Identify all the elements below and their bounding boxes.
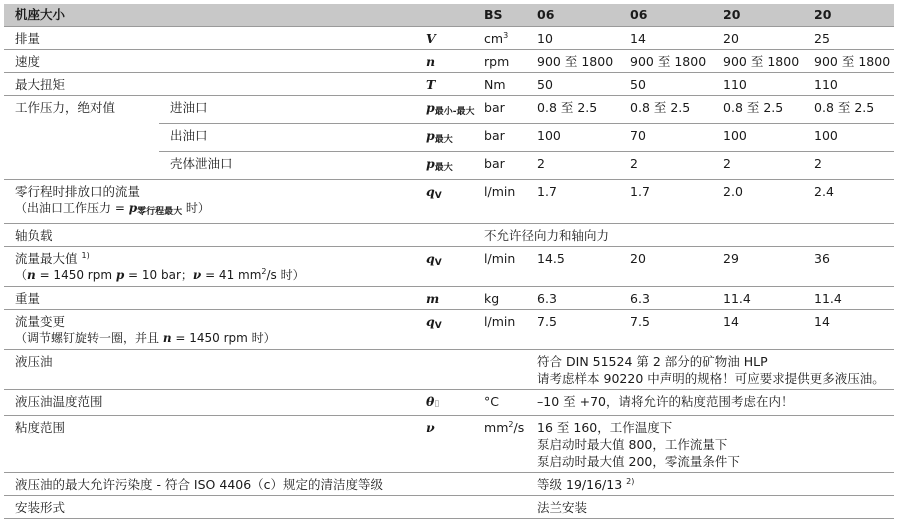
row-zero-flow (4, 180, 894, 224)
value: 29 (712, 247, 803, 287)
value: 11.4 (712, 287, 803, 310)
row-unit: l/min (473, 310, 526, 350)
value: 100 (712, 124, 803, 152)
row-text: 16 至 160，工作温度下 泵启动时最大值 800，工作流量下 泵启动时最大值 200，零流量条件下 (526, 416, 894, 473)
row-unit: $cm^3$ (473, 27, 526, 50)
value: 70 (619, 124, 712, 152)
header-row (4, 4, 894, 27)
value: 10 (526, 27, 619, 50)
header-bs: BS (473, 4, 526, 27)
row-unit: bar (473, 152, 526, 180)
row-torque (4, 73, 894, 96)
row-symbol: qV (415, 310, 473, 350)
row-symbol: qV (415, 180, 473, 224)
row-label: 流量最大值 $^{1)}$ （n = 1450 rpm p = 10 bar；ν = 41 $mm^2/s$ 时） (4, 247, 415, 287)
row-symbol: T (415, 73, 473, 96)
row-note: （出油口工作压力 = p零行程最大 时） (15, 201, 210, 217)
value: 14 (619, 27, 712, 50)
value: 20 (619, 247, 712, 287)
value: 2 (526, 152, 619, 180)
header-size-3: 20 (712, 4, 803, 27)
row-note: （n = 1450 rpm p = 10 bar；ν = 41 $mm^2/s$ 时） (15, 267, 305, 282)
value: 2.4 (803, 180, 894, 224)
row-symbol: θ▯ (415, 390, 473, 416)
header-size-4: 20 (803, 4, 894, 27)
row-label: 液压油 (4, 350, 526, 390)
row-symbol: n (415, 50, 473, 73)
row-unit: l/min (473, 247, 526, 287)
technical-data-table (4, 4, 894, 519)
row-note: （调节螺钉旋转一圈，并且 n = 1450 rpm 时） (15, 331, 276, 345)
value: 6.3 (619, 287, 712, 310)
row-shaft-load (4, 224, 894, 247)
row-label: 流量变更 （调节螺钉旋转一圈，并且 n = 1450 rpm 时） (4, 310, 415, 350)
row-text: –10 至 +70，请将允许的粘度范围考虑在内！ (526, 390, 894, 416)
value: 2 (619, 152, 712, 180)
row-viscosity (4, 416, 894, 473)
row-displacement (4, 27, 894, 50)
value: 0.8 至 2.5 (619, 96, 712, 124)
row-unit: °C (473, 390, 526, 416)
value: 14 (712, 310, 803, 350)
value: 25 (803, 27, 894, 50)
value: 14 (803, 310, 894, 350)
header-size-1: 06 (526, 4, 619, 27)
row-label: 液压油的最大允许污染度 - 符合 ISO 4406（c）规定的清洁度等级 (4, 473, 526, 496)
row-symbol: p最大 (415, 152, 473, 180)
spec-table-wrapper (4, 4, 894, 519)
value: 14.5 (526, 247, 619, 287)
value: 7.5 (526, 310, 619, 350)
row-unit: rpm (473, 50, 526, 73)
value: 900 至 1800 (526, 50, 619, 73)
sub-label: 壳体泄油口 (159, 152, 415, 180)
value: 2.0 (712, 180, 803, 224)
value: 110 (803, 73, 894, 96)
row-pressure-inlet (4, 96, 894, 124)
row-unit: bar (473, 96, 526, 124)
row-unit: Nm (473, 73, 526, 96)
sub-label: 出油口 (159, 124, 415, 152)
row-unit: bar (473, 124, 526, 152)
header-size-2: 06 (619, 4, 712, 27)
row-max-flow (4, 247, 894, 287)
row-label: 安装形式 (4, 496, 526, 519)
row-text: 法兰安装 (526, 496, 894, 519)
row-label: 工作压力，绝对值 (4, 96, 159, 180)
row-label: 粘度范围 (4, 416, 415, 473)
row-text: 等级 19/16/13 $^{2)}$ (526, 473, 894, 496)
row-symbol: m (415, 287, 473, 310)
row-text: 符合 DIN 51524 第 2 部分的矿物油 HLP 请考虑样本 90220 中声明的规格！可应要求提供更多液压油。 (526, 350, 894, 390)
value: 110 (712, 73, 803, 96)
header-title: 机座大小 (4, 4, 473, 27)
value: 1.7 (526, 180, 619, 224)
value: 900 至 1800 (619, 50, 712, 73)
row-unit: kg (473, 287, 526, 310)
value: 0.8 至 2.5 (526, 96, 619, 124)
row-text: 不允许径向力和轴向力 (473, 224, 894, 247)
row-label: 排量 (4, 27, 415, 50)
row-symbol: p最小-最大 (415, 96, 473, 124)
value: 900 至 1800 (803, 50, 894, 73)
row-label: 速度 (4, 50, 415, 73)
sub-label: 进油口 (159, 96, 415, 124)
value: 100 (803, 124, 894, 152)
row-temperature (4, 390, 894, 416)
value: 2 (712, 152, 803, 180)
value: 0.8 至 2.5 (803, 96, 894, 124)
value: 7.5 (619, 310, 712, 350)
row-label: 重量 (4, 287, 415, 310)
row-label: 最大扭矩 (4, 73, 415, 96)
value: 100 (526, 124, 619, 152)
value: 900 至 1800 (712, 50, 803, 73)
value: 50 (619, 73, 712, 96)
row-weight (4, 287, 894, 310)
row-symbol: qV (415, 247, 473, 287)
row-speed (4, 50, 894, 73)
row-label: 零行程时排放口的流量 （出油口工作压力 = p零行程最大 时） (4, 180, 415, 224)
value: 36 (803, 247, 894, 287)
value: 2 (803, 152, 894, 180)
value: 20 (712, 27, 803, 50)
row-symbol: V (415, 27, 473, 50)
row-label: 液压油温度范围 (4, 390, 415, 416)
value: 0.8 至 2.5 (712, 96, 803, 124)
value: 6.3 (526, 287, 619, 310)
row-fluid (4, 350, 894, 390)
row-contamination (4, 473, 894, 496)
row-unit: l/min (473, 180, 526, 224)
row-symbol: p最大 (415, 124, 473, 152)
value: 11.4 (803, 287, 894, 310)
value: 1.7 (619, 180, 712, 224)
row-mounting (4, 496, 894, 519)
row-label: 轴负载 (4, 224, 473, 247)
row-unit: $mm^2/s$ (473, 416, 526, 473)
value: 50 (526, 73, 619, 96)
row-symbol: ν (415, 416, 473, 473)
row-flow-change (4, 310, 894, 350)
